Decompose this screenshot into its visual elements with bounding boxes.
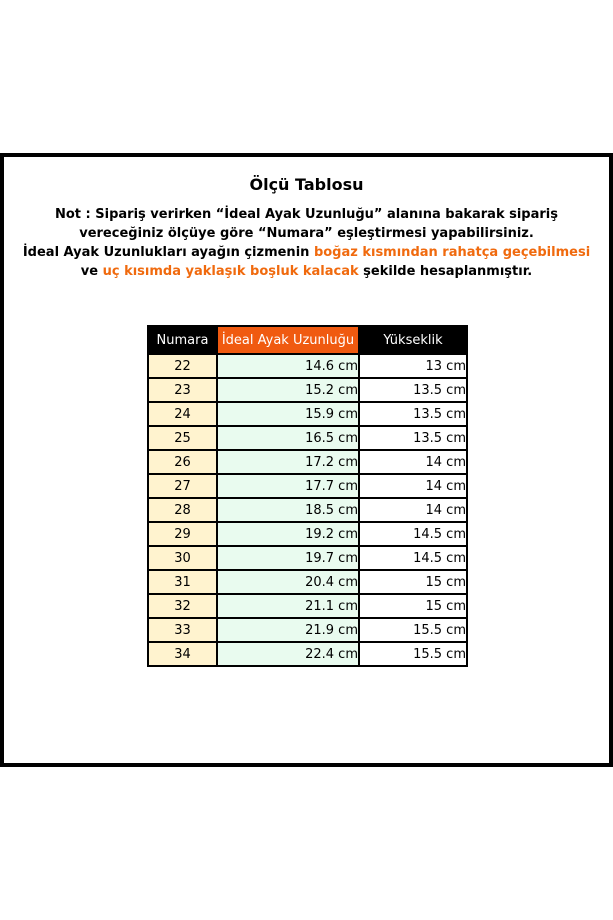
- table-body: [148, 354, 467, 666]
- note-line-4-end: şekilde hesaplanmıştır.: [358, 264, 533, 279]
- cell-length: 22.4 cm: [217, 642, 359, 666]
- cell-length: 18.5 cm: [217, 498, 359, 522]
- cell-number: 25: [148, 426, 217, 450]
- note-line-4-text: ve: [80, 264, 103, 279]
- table-header-row: [148, 326, 467, 354]
- cell-length: 17.7 cm: [217, 474, 359, 498]
- header-length: İdeal Ayak Uzunluğu: [217, 326, 359, 354]
- note-line-3-text: İdeal Ayak Uzunlukları ayağın çizmenin: [22, 245, 314, 260]
- cell-length: 19.2 cm: [217, 522, 359, 546]
- note-line-4-highlight: uç kısımda yaklaşık boşluk kalacak: [102, 264, 359, 279]
- cell-length: 16.5 cm: [217, 426, 359, 450]
- note-line-3: [0, 243, 613, 262]
- table-row: [148, 402, 467, 426]
- note-line-3-highlight: boğaz kısmından rahatça geçebilmesi: [313, 245, 591, 260]
- cell-number: 26: [148, 450, 217, 474]
- page-title: Ölçü Tablosu: [249, 175, 364, 194]
- cell-height: 14 cm: [359, 450, 467, 474]
- cell-number: 28: [148, 498, 217, 522]
- cell-height: 15 cm: [359, 570, 467, 594]
- cell-length: 19.7 cm: [217, 546, 359, 570]
- size-table: [147, 325, 468, 667]
- cell-length: 15.9 cm: [217, 402, 359, 426]
- cell-length: 21.9 cm: [217, 618, 359, 642]
- table-row: [148, 522, 467, 546]
- size-note: [0, 205, 613, 281]
- cell-height: 13.5 cm: [359, 402, 467, 426]
- table-row: [148, 450, 467, 474]
- header-number: Numara: [148, 326, 217, 354]
- cell-length: 17.2 cm: [217, 450, 359, 474]
- table-row: [148, 474, 467, 498]
- header-height: Yükseklik: [359, 326, 467, 354]
- cell-length: 15.2 cm: [217, 378, 359, 402]
- cell-number: 22: [148, 354, 217, 378]
- cell-height: 14.5 cm: [359, 522, 467, 546]
- note-line-4: [0, 262, 613, 281]
- table-row: [148, 378, 467, 402]
- cell-number: 34: [148, 642, 217, 666]
- note-line-1: Not : Sipariş verirken “İdeal Ayak Uzunluğu” alanına bakarak sipariş: [54, 207, 558, 222]
- cell-height: 13.5 cm: [359, 378, 467, 402]
- cell-number: 30: [148, 546, 217, 570]
- cell-height: 15.5 cm: [359, 642, 467, 666]
- cell-number: 24: [148, 402, 217, 426]
- cell-height: 13.5 cm: [359, 426, 467, 450]
- table-row: [148, 642, 467, 666]
- note-line-2: vereceğiniz ölçüye göre “Numara” eşleştirmesi yapabilirsiniz.: [79, 226, 534, 241]
- cell-number: 29: [148, 522, 217, 546]
- table-row: [148, 570, 467, 594]
- cell-number: 27: [148, 474, 217, 498]
- table-row: [148, 498, 467, 522]
- table-row: [148, 618, 467, 642]
- cell-height: 15 cm: [359, 594, 467, 618]
- table-row: [148, 594, 467, 618]
- cell-number: 31: [148, 570, 217, 594]
- cell-height: 14 cm: [359, 498, 467, 522]
- table-row: [148, 354, 467, 378]
- cell-number: 33: [148, 618, 217, 642]
- cell-height: 15.5 cm: [359, 618, 467, 642]
- cell-length: 21.1 cm: [217, 594, 359, 618]
- cell-length: 14.6 cm: [217, 354, 359, 378]
- cell-height: 13 cm: [359, 354, 467, 378]
- cell-height: 14.5 cm: [359, 546, 467, 570]
- table-row: [148, 426, 467, 450]
- table-row: [148, 546, 467, 570]
- cell-number: 32: [148, 594, 217, 618]
- cell-length: 20.4 cm: [217, 570, 359, 594]
- cell-height: 14 cm: [359, 474, 467, 498]
- cell-number: 23: [148, 378, 217, 402]
